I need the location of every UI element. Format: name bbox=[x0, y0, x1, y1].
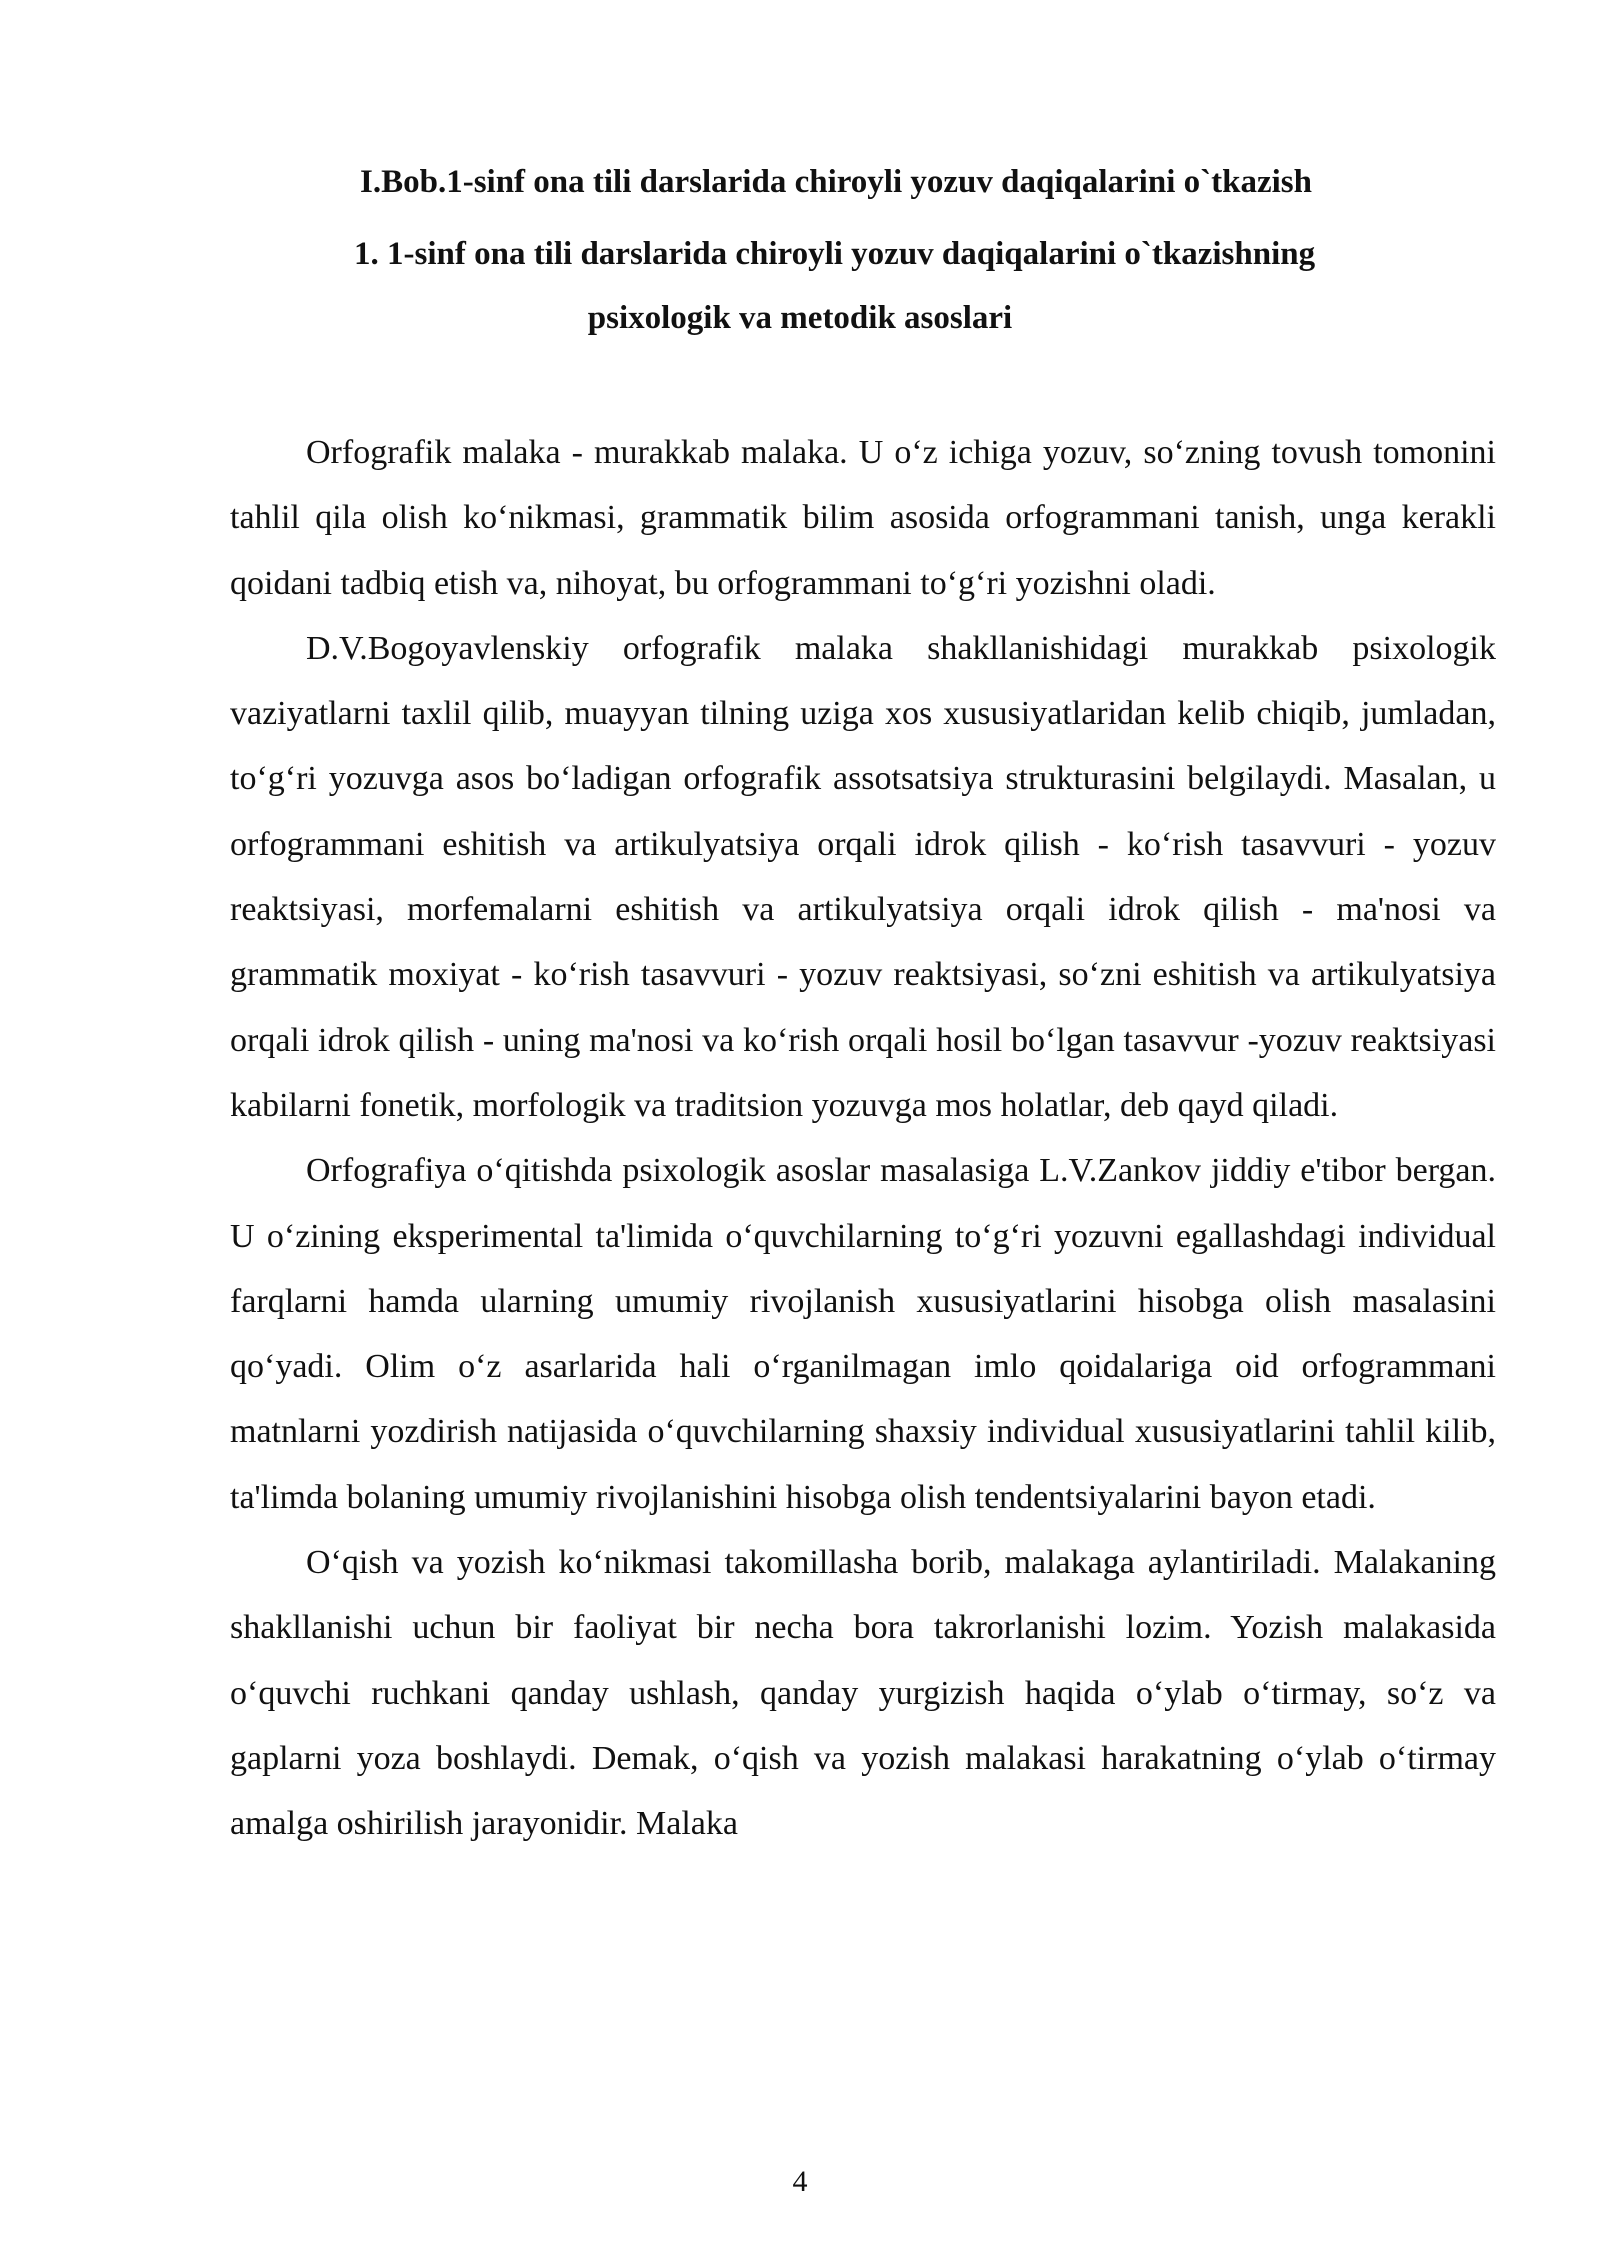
body-text bbox=[230, 420, 1496, 1857]
paragraph-orfografik-malaka: Orfografik malaka - murakkab malaka. U o‘z ichiga yozuv, so‘zning tovush tomonini tahlil qila olish ko‘nikmasi, grammatik bilim asosida orfogrammani tanish, unga kerakli qoidani tadbiq etish va, nihoyat, bu orfogrammani to‘g‘ri yozishni oladi. bbox=[230, 434, 1496, 602]
paragraph-zankov: Orfografiya o‘qitishda psixologik asoslar masalasiga L.V.Zankov jiddiy e'tibor bergan. U o‘zining eksperimental ta'limida o‘quvchilarning to‘g‘ri yozuvni egallashdagi individual farqlarni hamda ularning umumiy rivojlanish xususiyatlarini hisobga olish masalasini qo‘yadi. Olim o‘z asarlarida hali o‘rganilmagan imlo qoidalariga oid orfogrammani matnlarni yozdirish natijasida o‘quvchilarning shaxsiy individual xususiyatlarini tahlil kilib, ta'limda bolaning umumiy rivojlanishini hisobga olish tendentsiyalarini bayon etadi. bbox=[230, 1152, 1496, 1516]
paragraph-bogoyavlenskiy: D.V.Bogoyavlenskiy orfografik malaka shakllanishidagi murakkab psixologik vaziyatlarni taxlil qilib, muayyan tilning uziga xos xususiyatlaridan kelib chiqib, jumladan, to‘g‘ri yozuvga asos bo‘ladigan orfografik assotsatsiya strukturasini belgilaydi. Masalan, u orfogrammani eshitish va artikulyatsiya orqali idrok qilish - ko‘rish tasavvuri - yozuv reaktsiyasi, morfemalarni eshitish va artikulyatsiya orqali idrok qilish - ma'nosi va grammatik moxiyat - ko‘rish tasavvuri - yozuv reaktsiyasi, so‘zni eshitish va artikulyatsiya orqali idrok qilish - uning ma'nosi va ko‘rish orqali hosil bo‘lgan tasavvur -yozuv reaktsiyasi kabilarni fonetik, morfologik va traditsion yozuvga mos holatlar, deb qayd qiladi. bbox=[230, 629, 1496, 1124]
chapter-heading: I.Bob.1-sinf ona tili darslarida chiroyli yozuv daqiqalarini o`tkazish bbox=[360, 164, 1312, 200]
section-heading-line-2: psixologik va metodik asoslari bbox=[587, 300, 1013, 336]
page-number: 4 bbox=[792, 2165, 808, 2198]
paragraph-oqish-yozish: O‘qish va yozish ko‘nikmasi takomillasha borib, malakaga aylantiriladi. Malakaning shakllanishi uchun bir faoliyat bir necha bora takrorlanishi lozim. Yozish malakasida o‘quvchi ruchkani qanday ushlash, qanday yurgizish haqida o‘ylab o‘tirmay, so‘z va gaplarni yoza boshlaydi. Demak, o‘qish va yozish malakasi harakatning o‘ylab o‘tirmay amalga oshirilish jarayonidir. Malaka bbox=[230, 1544, 1496, 1843]
section-heading-line-1: 1. 1-sinf ona tili darslarida chiroyli yozuv daqiqalarini o`tkazishning bbox=[354, 236, 1316, 272]
